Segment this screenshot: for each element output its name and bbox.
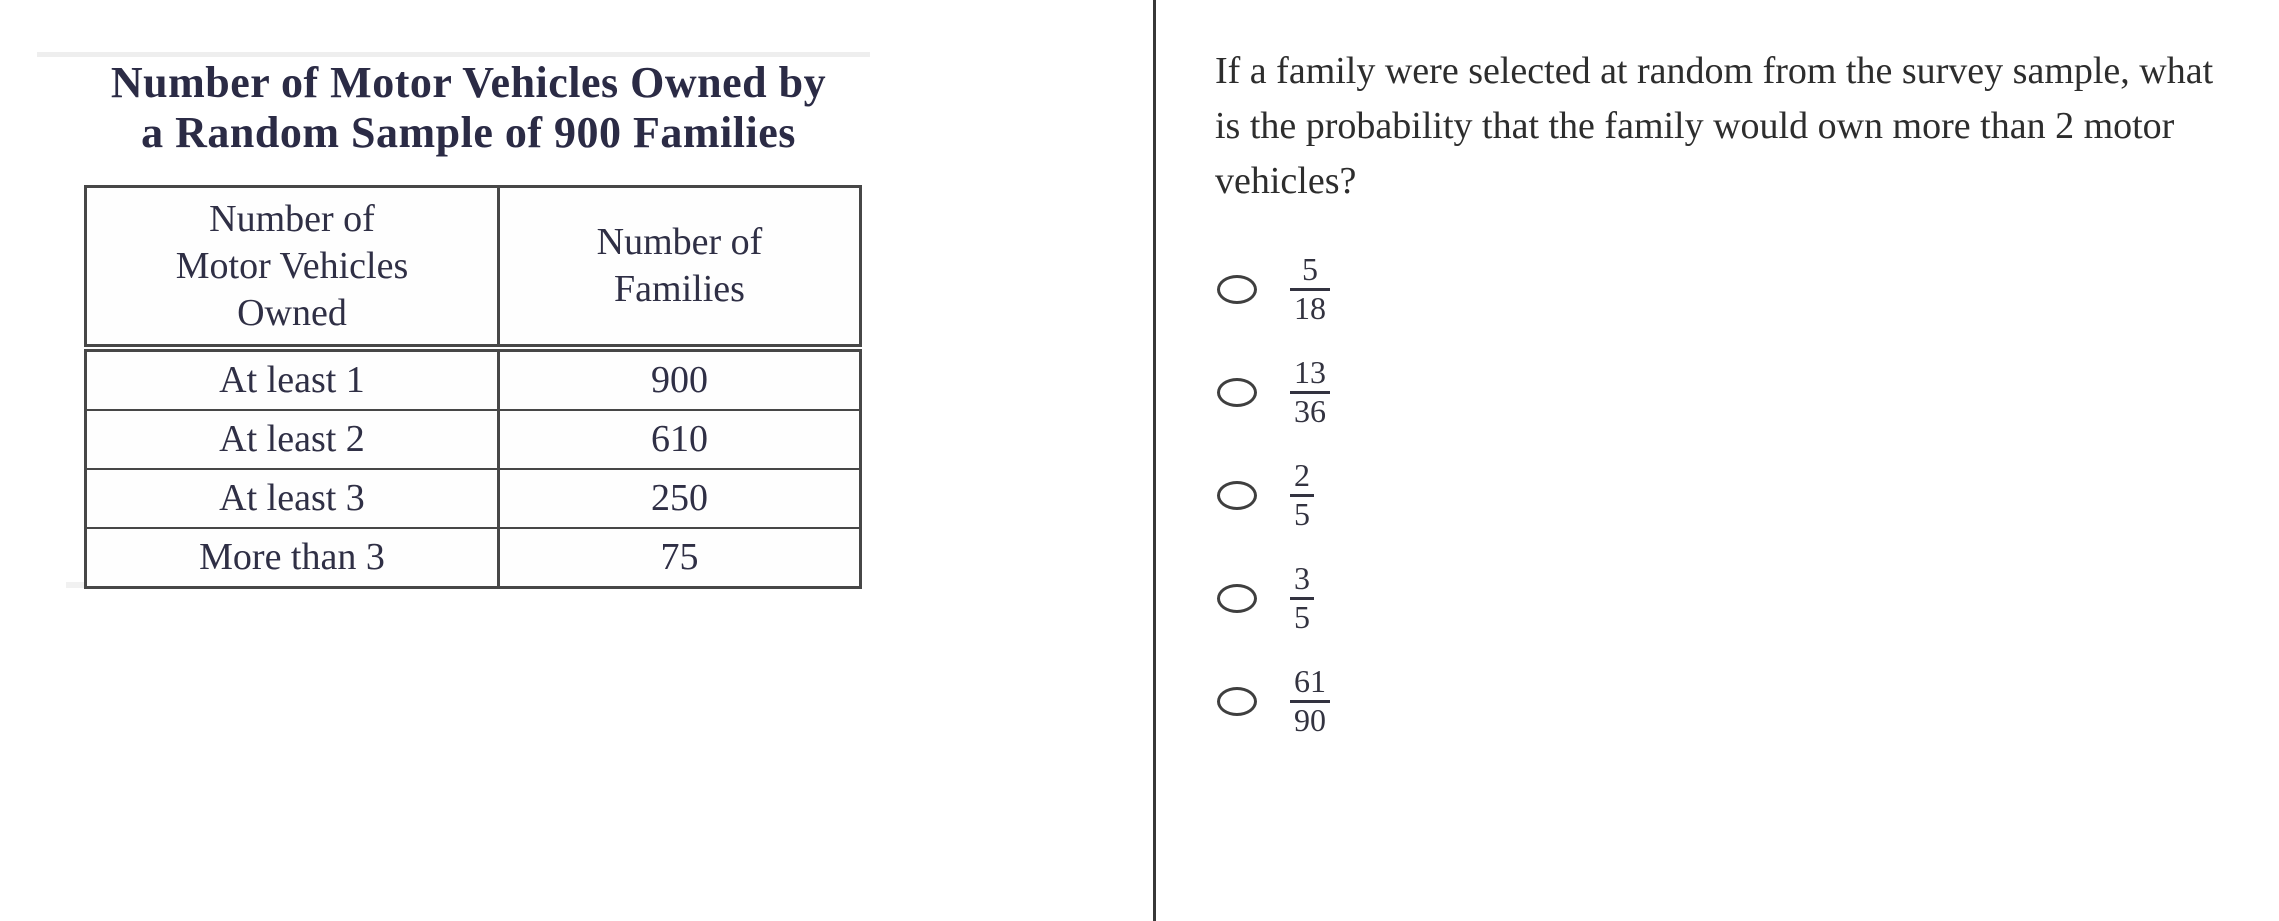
header-line: Families: [614, 268, 745, 310]
table-row: [86, 528, 861, 588]
figure-title-line-1: Number of Motor Vehicles Owned by: [110, 58, 827, 107]
radio-button-icon[interactable]: [1217, 584, 1257, 613]
fraction-denominator: 5: [1290, 597, 1314, 635]
figure-image-top-edge: [37, 52, 870, 57]
question-panel: [1156, 0, 2279, 921]
answer-option-1[interactable]: [1217, 238, 1330, 341]
option-fraction: [1290, 356, 1330, 429]
fraction-numerator: 3: [1294, 560, 1310, 597]
row-label: At least 1: [86, 348, 499, 410]
figure-title: [84, 58, 853, 158]
answer-option-5[interactable]: [1217, 650, 1330, 753]
table-row: [86, 469, 861, 528]
row-value: 610: [499, 410, 861, 469]
figure-title-line-2: a Random Sample of 900 Families: [141, 108, 796, 157]
fraction-numerator: 2: [1294, 457, 1310, 494]
answer-options: [1217, 238, 1330, 753]
question-text: If a family were selected at random from the survey sample, what is the probability that the family would own more than 2 motor vehicles?: [1215, 50, 2214, 202]
fraction-numerator: 61: [1294, 663, 1326, 700]
table-row: [86, 348, 861, 410]
fraction-numerator: 13: [1294, 354, 1326, 391]
fraction-denominator: 18: [1290, 288, 1330, 326]
fraction-numerator: 5: [1302, 251, 1318, 288]
row-value: 75: [499, 528, 861, 588]
table-header-row: [86, 187, 861, 349]
option-fraction: [1290, 665, 1330, 738]
answer-option-4[interactable]: [1217, 547, 1330, 650]
option-fraction: [1290, 562, 1314, 635]
header-line: Number of: [209, 197, 375, 240]
radio-button-icon[interactable]: [1217, 687, 1257, 716]
row-value: 900: [499, 348, 861, 410]
row-value: 250: [499, 469, 861, 528]
row-label: At least 2: [86, 410, 499, 469]
table-row: [86, 410, 861, 469]
vehicles-table: [84, 185, 862, 589]
fraction-denominator: 90: [1290, 700, 1330, 738]
row-label: At least 3: [86, 469, 499, 528]
header-line: Number of: [596, 221, 763, 263]
fraction-denominator: 5: [1290, 494, 1314, 532]
radio-button-icon[interactable]: [1217, 275, 1257, 304]
radio-button-icon[interactable]: [1217, 378, 1257, 407]
answer-option-3[interactable]: [1217, 444, 1330, 547]
header-vehicles-owned: [86, 187, 499, 349]
radio-button-icon[interactable]: [1217, 481, 1257, 510]
option-fraction: [1290, 459, 1314, 532]
header-number-of-families: [499, 187, 861, 349]
header-line: Motor Vehicles: [175, 244, 409, 287]
answer-option-2[interactable]: [1217, 341, 1330, 444]
header-line: Owned: [237, 291, 347, 334]
fraction-denominator: 36: [1290, 391, 1330, 429]
option-fraction: [1290, 253, 1330, 326]
row-label: More than 3: [86, 528, 499, 588]
